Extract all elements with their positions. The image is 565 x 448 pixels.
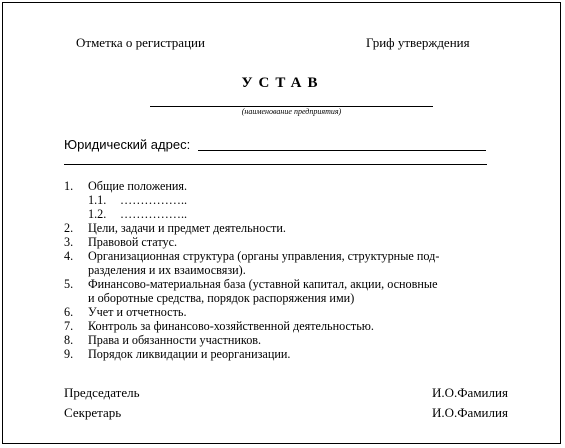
approval-stamp-label: Гриф утверждения xyxy=(366,35,470,50)
section-item xyxy=(64,235,534,249)
section-text: Общие положения. xyxy=(88,179,188,193)
section-item xyxy=(64,221,534,235)
section-text: Права и обязанности участников. xyxy=(88,333,262,347)
legal-address-line xyxy=(198,150,486,151)
document-title: УСТАВ xyxy=(241,75,324,91)
subsection-item xyxy=(64,207,534,221)
section-text: Правовой статус. xyxy=(88,235,178,249)
enterprise-name-caption: (наименование предприятия) xyxy=(241,107,342,116)
section-text-continuation: и оборотные средства, порядок распоряжения ими) xyxy=(88,291,355,305)
section-number: 9. xyxy=(64,347,74,361)
section-item xyxy=(64,347,534,361)
section-text: Цели, задачи и предмет деятельности. xyxy=(88,221,286,235)
section-text: …………….. xyxy=(120,207,188,221)
section-item xyxy=(64,305,534,319)
section-text: …………….. xyxy=(120,193,188,207)
section-number: 8. xyxy=(64,333,74,347)
section-text: Финансово-материальная база (уставной капитал, акции, основные xyxy=(88,277,438,291)
charter-sections-list xyxy=(64,179,534,361)
subsection-item xyxy=(64,193,534,207)
section-item xyxy=(64,249,534,277)
section-number: 2. xyxy=(64,221,74,235)
section-text-continuation: разделения и их взаимосвязи). xyxy=(88,263,246,277)
chairman-label: Председатель xyxy=(64,385,140,400)
section-text: Порядок ликвидации и реорганизации. xyxy=(88,347,291,361)
section-item xyxy=(64,333,534,347)
section-item xyxy=(64,179,534,193)
section-item xyxy=(64,319,534,333)
legal-address-label: Юридический адрес: xyxy=(64,137,191,152)
section-text: Контроль за финансово-хозяйственной деятельностью. xyxy=(88,319,374,333)
section-number: 1. xyxy=(64,179,74,193)
legal-address-second-line xyxy=(64,164,487,165)
section-text: Учет и отчетность. xyxy=(88,305,187,319)
section-number: 6. xyxy=(64,305,74,319)
section-number: 1.2. xyxy=(88,207,107,221)
section-number: 7. xyxy=(64,319,74,333)
section-number: 3. xyxy=(64,235,74,249)
registration-mark-label: Отметка о регистрации xyxy=(76,35,205,50)
section-number: 4. xyxy=(64,249,74,263)
chairman-name: И.О.Фамилия xyxy=(432,385,508,400)
section-number: 1.1. xyxy=(88,193,107,207)
section-text: Организационная структура (органы управления, структурные под- xyxy=(88,249,440,263)
section-item xyxy=(64,277,534,305)
section-number: 5. xyxy=(64,277,74,291)
secretary-name: И.О.Фамилия xyxy=(432,405,508,420)
secretary-label: Секретарь xyxy=(64,405,122,420)
